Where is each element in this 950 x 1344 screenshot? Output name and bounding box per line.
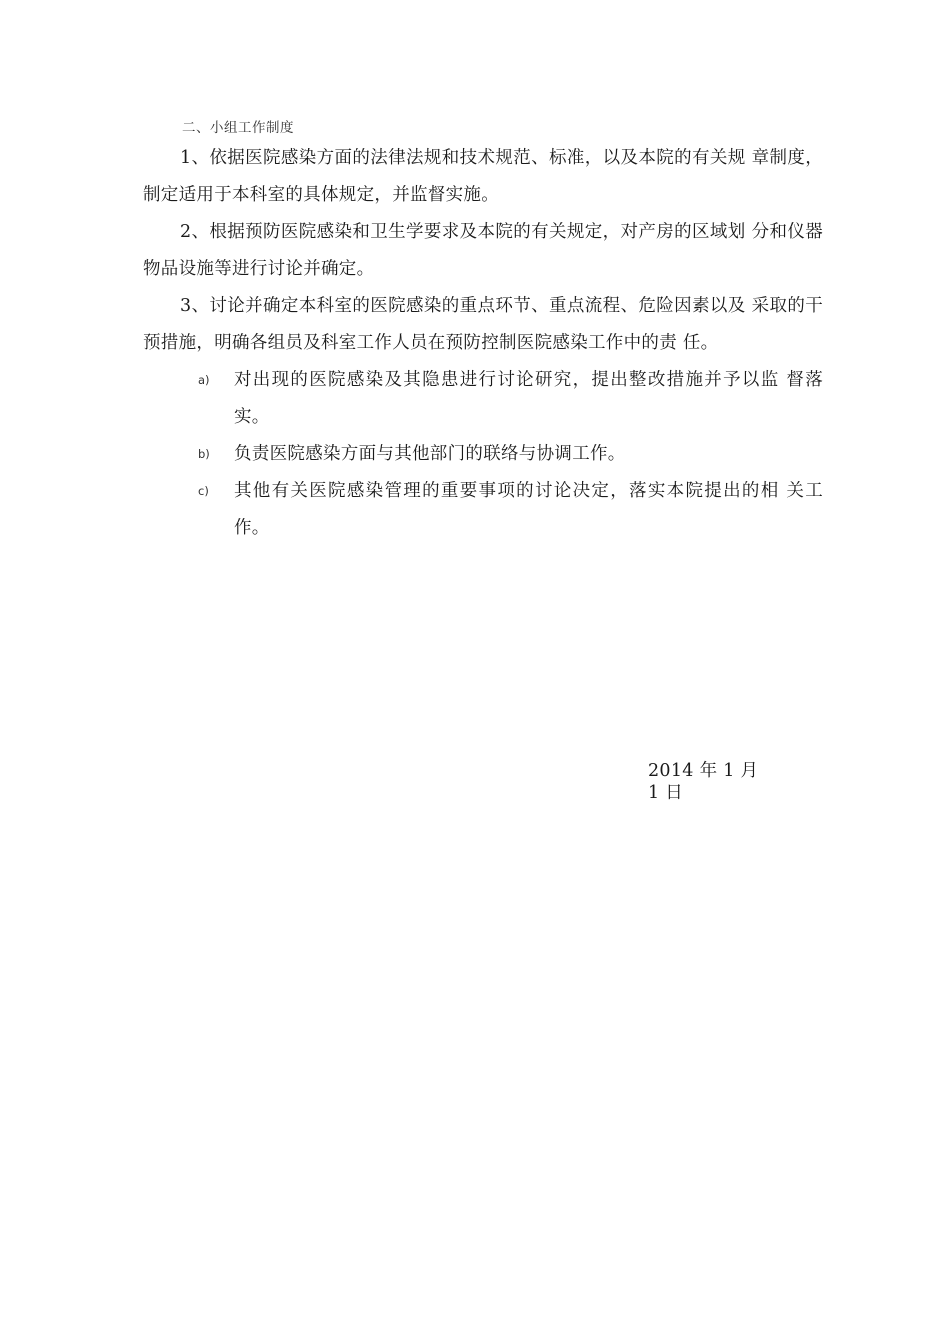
sub-item-marker: c) (198, 484, 209, 498)
sub-item-text: 其他有关医院感染管理的重要事项的讨论决定，落实本院提出的相 关工作。 (234, 481, 823, 538)
sub-item-marker: a) (198, 373, 210, 387)
sub-item-marker: b) (198, 447, 210, 461)
paragraph-3: 3、讨论并确定本科室的医院感染的重点环节、重点流程、危险因素以及 采取的干预措施，明确各组员及科室工作人员在预防控制医院感染工作中的责 任。 (143, 296, 823, 353)
document-date: 2014 年 1 月 1 日 (648, 761, 759, 803)
sub-item-text: 负责医院感染方面与其他部门的联络与协调工作。 (234, 444, 626, 464)
sub-item-text: 对出现的医院感染及其隐患进行讨论研究，提出整改措施并予以监 督落实。 (234, 370, 823, 427)
paragraph-2: 2、根据预防医院感染和卫生学要求及本院的有关规定，对产房的区域划 分和仪器物品设施等进行讨论并确定。 (143, 222, 823, 279)
section-heading: 二、小组工作制度 (182, 120, 294, 136)
paragraph-1: 1、依据医院感染方面的法律法规和技术规范、标准，以及本院的有关规 章制度，制定适用于本科室的具体规定，并监督实施。 (143, 148, 823, 205)
